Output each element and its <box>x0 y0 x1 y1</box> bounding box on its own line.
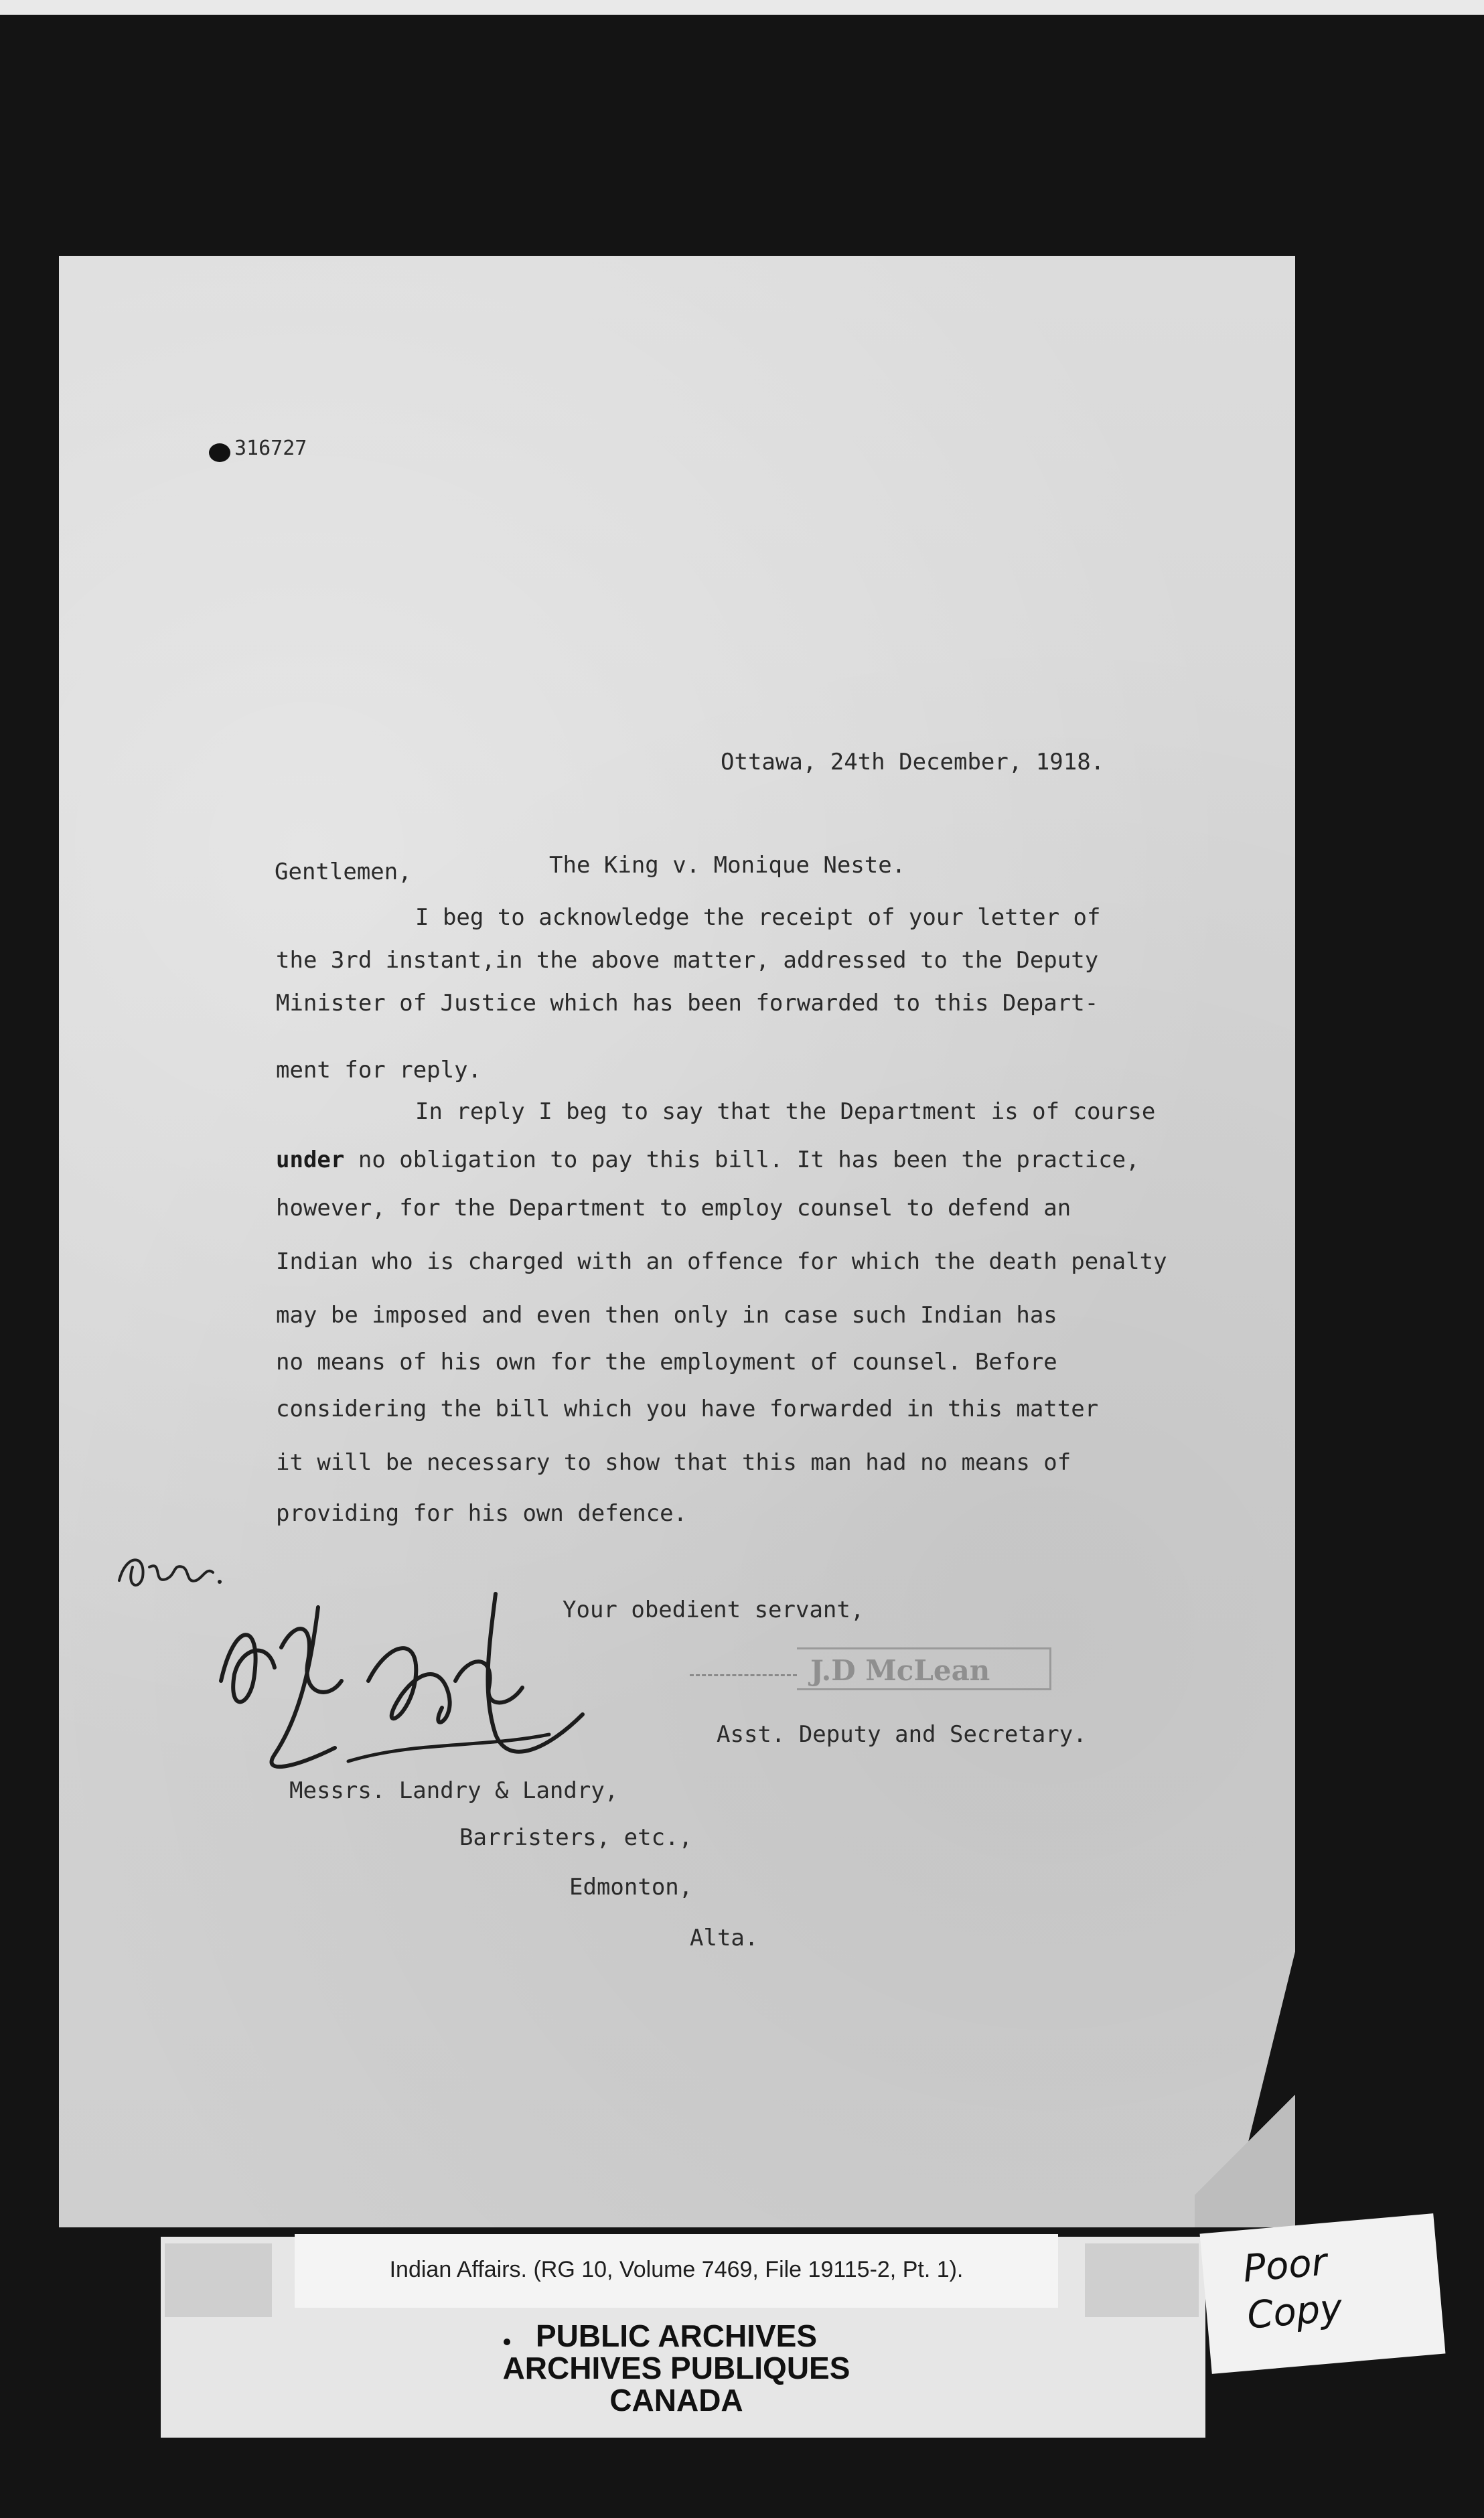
archive-line1: PUBLIC ARCHIVES <box>536 2318 817 2353</box>
recipient-line4: Alta. <box>690 1925 759 1951</box>
archive-line3: CANADA <box>609 2383 743 2418</box>
paragraph1-line4: ment for reply. <box>276 1057 482 1084</box>
paragraph2-line1: In reply I beg to say that the Department is of course <box>415 1098 1156 1125</box>
signature-stamp: J.D McLean <box>797 1647 1051 1690</box>
poor-copy-note <box>1241 2232 1409 2339</box>
place-date: Ottawa, 24th December, 1918. <box>721 749 1105 775</box>
recipient-line2: Barristers, etc., <box>459 1824 692 1851</box>
paragraph2-line5: may be imposed and even then only in case such Indian has <box>276 1302 1057 1329</box>
paragraph2-line2 <box>276 1146 1140 1173</box>
handwritten-signatures <box>201 1580 616 1795</box>
recipient-line1: Messrs. Landry & Landry, <box>289 1777 619 1804</box>
subject-line: The King v. Monique Neste. <box>549 852 906 879</box>
letter-page <box>59 256 1295 2227</box>
paragraph1-line1: I beg to acknowledge the receipt of your letter of <box>415 904 1101 931</box>
archive-line2: ARCHIVES PUBLIQUES <box>502 2351 850 2385</box>
paragraph2-line2-rest: no obligation to pay this bill. It has been the practice, <box>358 1146 1140 1173</box>
emphasis-under: under <box>276 1146 345 1173</box>
paragraph2-line3: however, for the Department to employ counsel to defend an <box>276 1195 1071 1221</box>
signer-title: Asst. Deputy and Secretary. <box>717 1721 1087 1748</box>
paragraph2-line8: it will be necessary to show that this man had no means of <box>276 1449 1071 1476</box>
poor-copy-line1: Poor <box>1241 2240 1329 2292</box>
closing: Your obedient servant, <box>563 1597 865 1623</box>
paragraph1-line3: Minister of Justice which has been forwarded to this Depart- <box>276 990 1099 1017</box>
page-corner-fold <box>1195 2063 1295 2227</box>
paragraph2-line7: considering the bill which you have forwarded in this matter <box>276 1396 1099 1422</box>
poor-copy-card <box>1200 2213 1446 2374</box>
archive-reference: Indian Affairs. (RG 10, Volume 7469, File 19115-2, Pt. 1). <box>389 2257 964 2282</box>
stamp-dashes <box>690 1674 797 1676</box>
ink-blot <box>209 443 230 462</box>
file-number: 316727 <box>234 437 307 460</box>
label-tab-left <box>165 2243 272 2317</box>
recipient-line3: Edmonton, <box>569 1874 693 1901</box>
archive-name <box>295 2320 1058 2416</box>
paragraph1-line2: the 3rd instant,in the above matter, addressed to the Deputy <box>276 947 1099 974</box>
label-tab-right <box>1085 2243 1199 2317</box>
film-edge <box>0 0 1484 15</box>
salutation: Gentlemen, <box>275 859 412 885</box>
paragraph2-line6: no means of his own for the employment of counsel. Before <box>276 1349 1057 1376</box>
paragraph2-line9: providing for his own defence. <box>276 1500 688 1527</box>
poor-copy-line2: Copy <box>1245 2286 1344 2338</box>
paragraph2-line4: Indian who is charged with an offence for which the death penalty <box>276 1248 1167 1275</box>
